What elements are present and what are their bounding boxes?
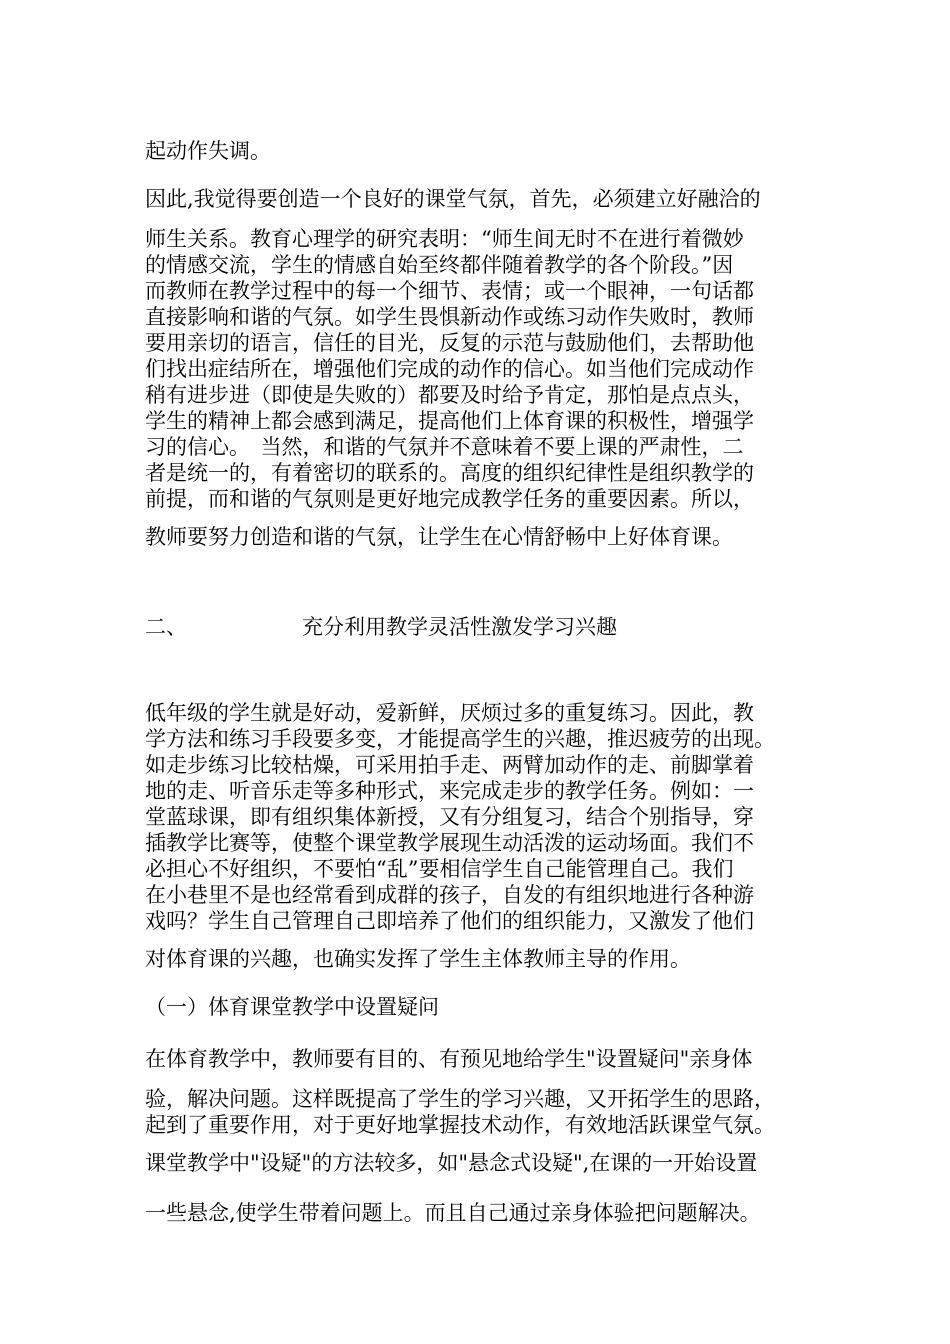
paragraph-line: 在体育教学中，教师要有目的、有预见地给学生"设置疑问"亲身体 <box>145 1047 753 1071</box>
paragraph-line: 一些悬念,使学生带着问题上。而且自己通过亲身体验把问题解决。 <box>145 1201 761 1225</box>
subheading: （一）体育课堂教学中设置疑问 <box>145 995 439 1019</box>
paragraph-line: 稍有进步进（即使是失败的）都要及时给予肯定，那怕是点点头， <box>145 383 754 407</box>
paragraph-line: 必担心不好组织，不要怕“乱”要相信学生自己能管理自己。我们 <box>145 857 734 881</box>
paragraph-line: 学方法和练习手段要多变，才能提高学生的兴趣，推迟疲劳的出现。 <box>145 727 775 751</box>
paragraph-line: 在小巷里不是也经常看到成群的孩子，自发的有组织地进行各种游 <box>145 883 754 907</box>
paragraph-line: 直接影响和谐的气氛。如学生畏惧新动作或练习动作失败时，教师 <box>145 305 754 329</box>
paragraph-line: 地的走、听音乐走等多种形式，来完成走步的教学任务。例如：一 <box>145 779 754 803</box>
paragraph-line: 课堂教学中"设疑"的方法较多，如"悬念式设疑",在课的一开始设置 <box>145 1151 758 1175</box>
paragraph-line: 起到了重要作用，对于更好地掌握技术动作，有效地活跃课堂气氛。 <box>145 1113 775 1137</box>
paragraph-line: 验，解决问题。这样既提高了学生的学习兴趣，又开拓学生的思路， <box>145 1087 775 1111</box>
paragraph-line: 插教学比赛等，使整个课堂教学展现生动活泼的运动场面。我们不 <box>145 831 754 855</box>
paragraph-line: 的情感交流，学生的情感自始至终都伴随着教学的各个阶段。”因 <box>145 253 734 277</box>
paragraph-line: 前提，而和谐的气氛则是更好地完成教学任务的重要因素。所以， <box>145 487 754 511</box>
paragraph-line: 习的信心。 当然，和谐的气氛并不意味着不要上课的严肃性，二 <box>145 435 744 459</box>
paragraph-line: 对体育课的兴趣，也确实发挥了学生主体教师主导的作用。 <box>145 947 691 971</box>
paragraph-line: 戏吗？学生自己管理自己即培养了他们的组织能力，又激发了他们 <box>145 909 754 933</box>
paragraph-line: 要用亲切的语言，信任的目光，反复的示范与鼓励他们，去帮助他 <box>145 331 754 355</box>
paragraph-line: 低年级的学生就是好动，爱新鲜，厌烦过多的重复练习。因此，教 <box>145 701 754 725</box>
paragraph-line: 堂蓝球课，即有组织集体新授，又有分组复习，结合个别指导，穿 <box>145 805 754 829</box>
paragraph-line: 们找出症结所在，增强他们完成的动作的信心。如当他们完成动作 <box>145 357 754 381</box>
section-number: 二、 <box>145 615 187 639</box>
paragraph-line: 师生关系。教育心理学的研究表明：“师生间无时不在进行着微妙 <box>145 227 744 251</box>
paragraph-line: 如走步练习比较枯燥，可采用拍手走、两臂加动作的走、前脚掌着 <box>145 753 754 777</box>
paragraph-line: 起动作失调。 <box>145 139 271 163</box>
paragraph-line: 者是统一的，有着密切的联系的。高度的组织纪律性是组织教学的 <box>145 461 754 485</box>
paragraph-line: 因此,我觉得要创造一个良好的课堂气氛，首先，必须建立好融洽的 <box>145 187 761 211</box>
section-title: 充分利用教学灵活性激发学习兴趣 <box>302 615 617 639</box>
paragraph-line: 而教师在教学过程中的每一个细节、表情；或一个眼神，一句话都 <box>145 279 754 303</box>
paragraph-line: 学生的精神上都会感到满足，提高他们上体育课的积极性，增强学 <box>145 409 754 433</box>
paragraph-line: 教师要努力创造和谐的气氛，让学生在心情舒畅中上好体育课。 <box>145 525 733 549</box>
